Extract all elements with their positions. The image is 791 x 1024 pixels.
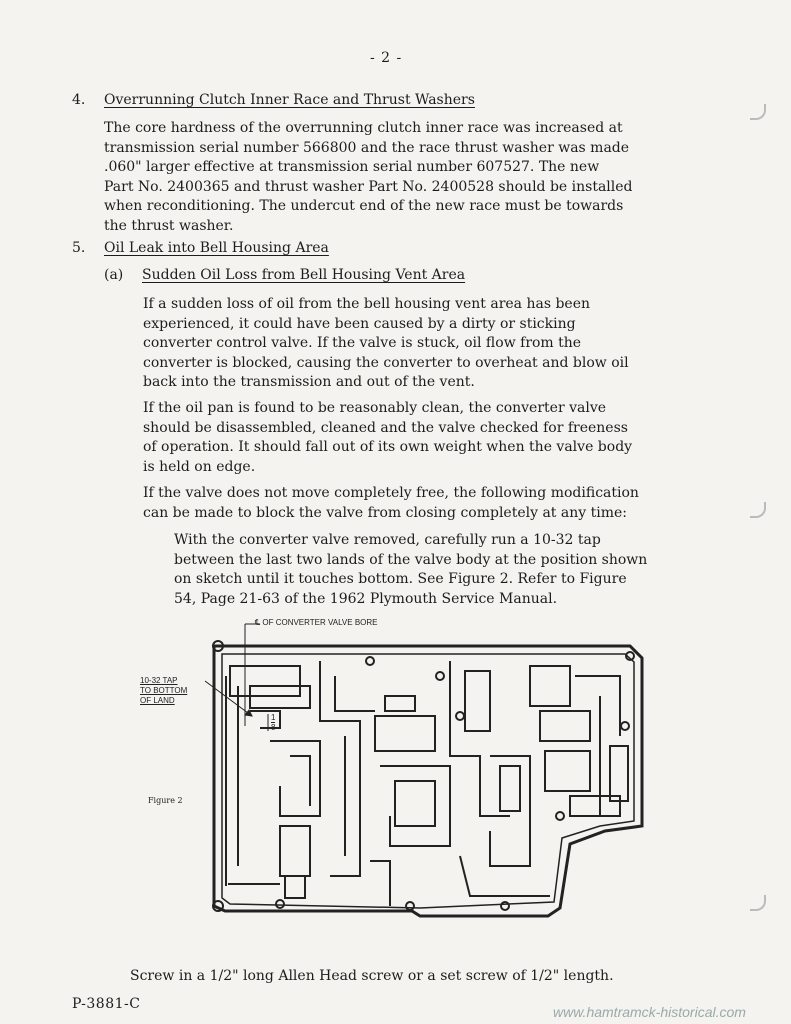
text-line: should be disassembled, cleaned and the valve checked for freeness bbox=[143, 419, 628, 436]
paragraph-1 bbox=[143, 295, 673, 393]
section-5-heading: Oil Leak into Bell Housing Area bbox=[104, 240, 329, 256]
punch-hole-mark bbox=[750, 104, 766, 120]
text-line: on sketch until it touches bottom. See Figure 2. Refer to Figure bbox=[174, 571, 627, 587]
text-line: With the converter valve removed, carefully run a 10-32 tap bbox=[174, 532, 601, 548]
fraction-denominator: 8 bbox=[271, 723, 276, 732]
tap-label bbox=[140, 676, 187, 706]
subsection-a-number: (a) bbox=[104, 267, 124, 283]
document-number: P-3881-C bbox=[72, 996, 141, 1012]
punch-hole-mark bbox=[750, 502, 766, 518]
fraction-numerator: 1 bbox=[271, 713, 276, 722]
paragraph-2 bbox=[143, 399, 673, 477]
text-line: If the oil pan is found to be reasonably clean, the converter valve bbox=[143, 400, 607, 416]
tap-label-line: OF LAND bbox=[140, 696, 175, 705]
text-line: If the valve does not move completely free, the following modification bbox=[143, 485, 639, 501]
section-4-number: 4. bbox=[72, 92, 86, 108]
converter-valve-bore-label: ℄ OF CONVERTER VALVE BORE bbox=[255, 618, 378, 627]
text-line: The core hardness of the overrunning clutch inner race was increased at bbox=[104, 120, 623, 136]
text-line: between the last two lands of the valve body at the position shown bbox=[174, 551, 648, 568]
valve-body-figure bbox=[130, 616, 670, 951]
text-line: experienced, it could have been caused by a dirty or sticking bbox=[143, 315, 576, 332]
text-line: converter control valve. If the valve is stuck, oil flow from the bbox=[143, 335, 582, 351]
subsection-a-heading: Sudden Oil Loss from Bell Housing Vent Area bbox=[142, 267, 466, 283]
text-line: transmission serial number 566800 and the race thrust washer was made bbox=[104, 139, 630, 156]
tap-label-line: TO BOTTOM bbox=[140, 686, 188, 695]
tap-label-line: 10-32 TAP bbox=[140, 676, 178, 685]
text-line: If a sudden loss of oil from the bell housing vent area has been bbox=[143, 296, 591, 312]
text-line: the thrust washer. bbox=[104, 217, 234, 234]
valve-body-diagram bbox=[130, 616, 670, 951]
figure-caption: Screw in a 1/2" long Allen Head screw or a set screw of 1/2" length. bbox=[130, 968, 614, 984]
section-5-number: 5. bbox=[72, 240, 86, 256]
text-line: of operation. It should fall out of its own weight when the valve body bbox=[143, 439, 633, 455]
text-line: can be made to block the valve from closing completely at any time: bbox=[143, 504, 627, 521]
text-line: when reconditioning. The undercut end of the new race must be towards bbox=[104, 198, 624, 214]
text-line: is held on edge. bbox=[143, 458, 256, 475]
punch-hole-mark bbox=[750, 895, 766, 911]
text-line: converter is blocked, causing the converter to overheat and blow oil bbox=[143, 354, 629, 371]
paragraph-4 bbox=[174, 531, 672, 609]
text-line: .060" larger effective at transmission serial number 607527. The new bbox=[104, 159, 600, 175]
text-line: back into the transmission and out of the vent. bbox=[143, 374, 475, 390]
figure-label: Figure 2 bbox=[148, 796, 183, 805]
watermark-url: www.hamtramck-historical.com bbox=[553, 1004, 746, 1020]
text-line: Part No. 2400365 and thrust washer Part No. 2400528 should be installed bbox=[104, 178, 633, 195]
page-number: - 2 - bbox=[370, 50, 403, 66]
section-4-body bbox=[104, 119, 674, 236]
text-line: 54, Page 21-63 of the 1962 Plymouth Service Manual. bbox=[174, 590, 558, 607]
paragraph-3 bbox=[143, 484, 673, 523]
section-4-heading: Overrunning Clutch Inner Race and Thrust Washers bbox=[104, 92, 475, 108]
fraction-label bbox=[271, 713, 275, 732]
